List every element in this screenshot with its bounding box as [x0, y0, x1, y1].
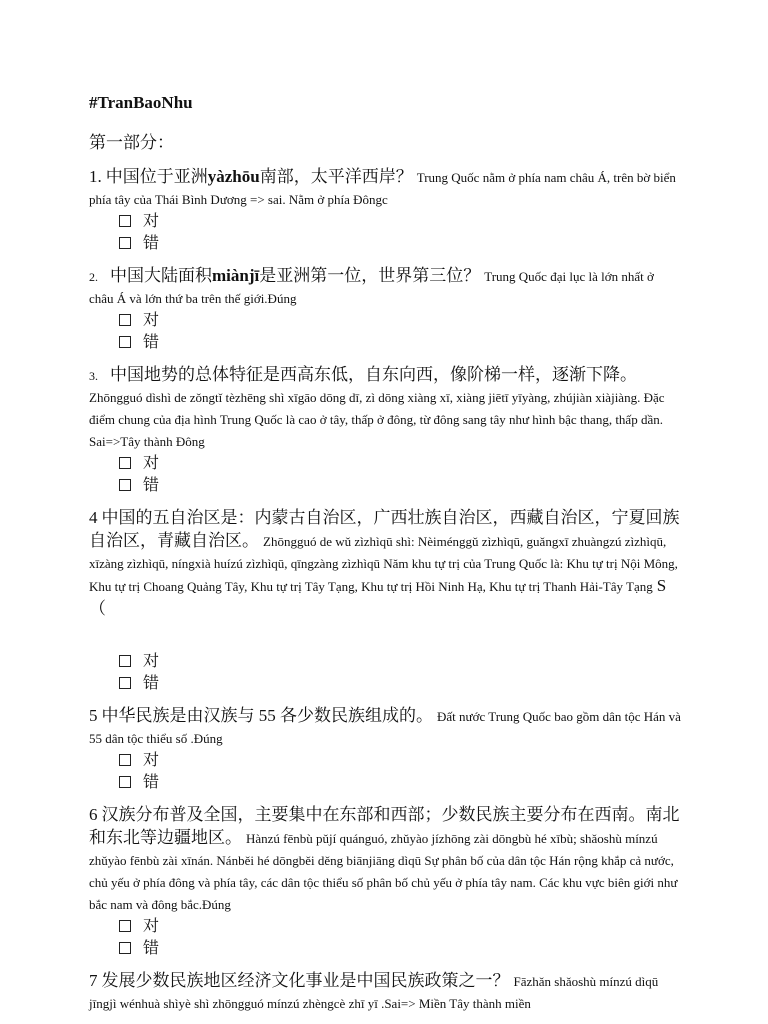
question-chinese: 中国地势的总体特征是西高东低，自东向西，像阶梯一样，逐渐下降。: [110, 365, 637, 384]
question-number: 7: [89, 971, 98, 990]
document-body: [89, 92, 681, 1015]
option-false[interactable]: 错: [89, 332, 681, 354]
option-true[interactable]: 对: [89, 651, 681, 673]
option-true[interactable]: 对: [89, 211, 681, 233]
option-true[interactable]: 对: [89, 916, 681, 938]
checkbox-icon[interactable]: [119, 215, 131, 227]
question-chinese: 中国位于亚洲: [105, 167, 208, 186]
question-6: [89, 804, 681, 960]
checkbox-icon[interactable]: [119, 237, 131, 249]
option-false[interactable]: 错: [89, 673, 681, 695]
checkbox-icon[interactable]: [119, 677, 131, 689]
checkbox-icon[interactable]: [119, 942, 131, 954]
part-heading: 第一部分：: [89, 133, 174, 152]
question-1: [89, 166, 681, 255]
question-note: Fāzhǎn shǎoshù mínzú dìqū jīngjì wénhuà shìyè shì zhōngguó mínzú zhèngcè zhī yī .Sai=> Miền Tây thành miền: [89, 974, 659, 1011]
question-note: Trung Quốc nằm ở phía nam châu Á, trên bờ biển phía tây của Thái Bình Dương => sai. Nằm ở phía Đôngc: [89, 170, 676, 207]
question-chinese: 中国大陆面积: [110, 266, 212, 285]
checkbox-icon[interactable]: [119, 457, 131, 469]
checkbox-icon[interactable]: [119, 336, 131, 348]
pinyin-term: yàzhōu: [207, 167, 260, 186]
question-chinese-cont: 是亚洲第一位，世界第三位？: [259, 266, 481, 285]
option-true[interactable]: 对: [89, 750, 681, 772]
question-number: 4: [89, 508, 98, 527]
question-2: [89, 265, 681, 354]
checkbox-icon[interactable]: [119, 920, 131, 932]
question-7: [89, 970, 681, 1015]
question-number: 5: [89, 706, 98, 725]
hashtag-title: #TranBaoNhu: [89, 93, 193, 112]
option-false[interactable]: 错: [89, 938, 681, 960]
question-chinese: 发展少数民族地区经济文化事业是中国民族政策之一？: [101, 971, 510, 990]
question-chinese: 中华民族是由汉族与 55 各少数民族组成的。: [101, 706, 433, 725]
question-note: Hànzú fēnbù pǔjí quánguó, zhǔyào jízhōng zài dōngbù hé xībù; shǎoshù mínzú zhǔyào fēnbù zài xīnán. Nánběi hé dōngběi děng biānjiāng dìqū Sự phân bố của dân tộc Hán rộng khắp cả nước, chủ yếu ở phía đông và phía tây, các dân tộc thiểu số phân bố chủ yếu ở phía tây nam. Các khu vực biên giới như bắc nam và đông bắc.Đúng: [89, 831, 678, 912]
checkbox-icon[interactable]: [119, 655, 131, 667]
question-number: 2.: [89, 270, 98, 284]
question-note: Đất nước Trung Quốc bao gồm dân tộc Hán và 55 dân tộc thiểu số .Đúng: [89, 709, 681, 746]
question-number: 1.: [89, 167, 102, 186]
checkbox-icon[interactable]: [119, 479, 131, 491]
question-note: Zhōngguó dìshì de zǒngtǐ tèzhēng shì xīgāo dōng dī, zì dōng xiàng xī, xiàng jiētī yīyàng, zhújiàn xiàjiàng. Đặc điểm chung của địa hình Trung Quốc là cao ở tây, thấp ở đông, từ đông sang tây như hình bậc thang, thấp dần. Sai=>Tây thành Đông: [89, 390, 665, 449]
question-tail: S （: [89, 576, 667, 618]
question-4: [89, 507, 681, 695]
option-false[interactable]: 错: [89, 233, 681, 255]
question-chinese-cont: 南部，太平洋西岸？: [259, 167, 413, 186]
option-true[interactable]: 对: [89, 310, 681, 332]
checkbox-icon[interactable]: [119, 754, 131, 766]
question-note: Trung Quốc đại lục là lớn nhất ở châu Á và lớn thứ ba trên thế giới.Đúng: [89, 269, 654, 306]
question-chinese: 中国的五自治区是：内蒙古自治区，广西壮族自治区，西藏自治区，宁夏回族自治区，青藏自治区。: [89, 508, 680, 550]
checkbox-icon[interactable]: [119, 776, 131, 788]
question-number: 6: [89, 805, 98, 824]
question-5: [89, 705, 681, 794]
option-false[interactable]: 错: [89, 475, 681, 497]
pinyin-term: miànjī: [212, 266, 260, 285]
question-chinese: 汉族分布普及全国，主要集中在东部和西部；少数民族主要分布在西南。南北和东北等边疆地区。: [89, 805, 680, 847]
option-true[interactable]: 对: [89, 453, 681, 475]
question-note: Zhōngguó de wǔ zìzhìqū shì: Nèiménggǔ zìzhìqū, guǎngxī zhuàngzú zìzhìqū, xīzàng zìzhìqū, níngxià huízú zìzhìqū, qīngzàng zìzhìqū Năm khu tự trị của Trung Quốc là: Khu tự trị Nội Mông, Khu tự trị Choang Quảng Tây, Khu tự trị Tây Tạng, Khu tự trị Hồi Ninh Hạ, Khu tự trị Thanh Hải-Tây Tạng: [89, 534, 678, 594]
question-number: 3.: [89, 369, 98, 383]
checkbox-icon[interactable]: [119, 314, 131, 326]
question-3: [89, 364, 681, 497]
option-false[interactable]: 错: [89, 772, 681, 794]
